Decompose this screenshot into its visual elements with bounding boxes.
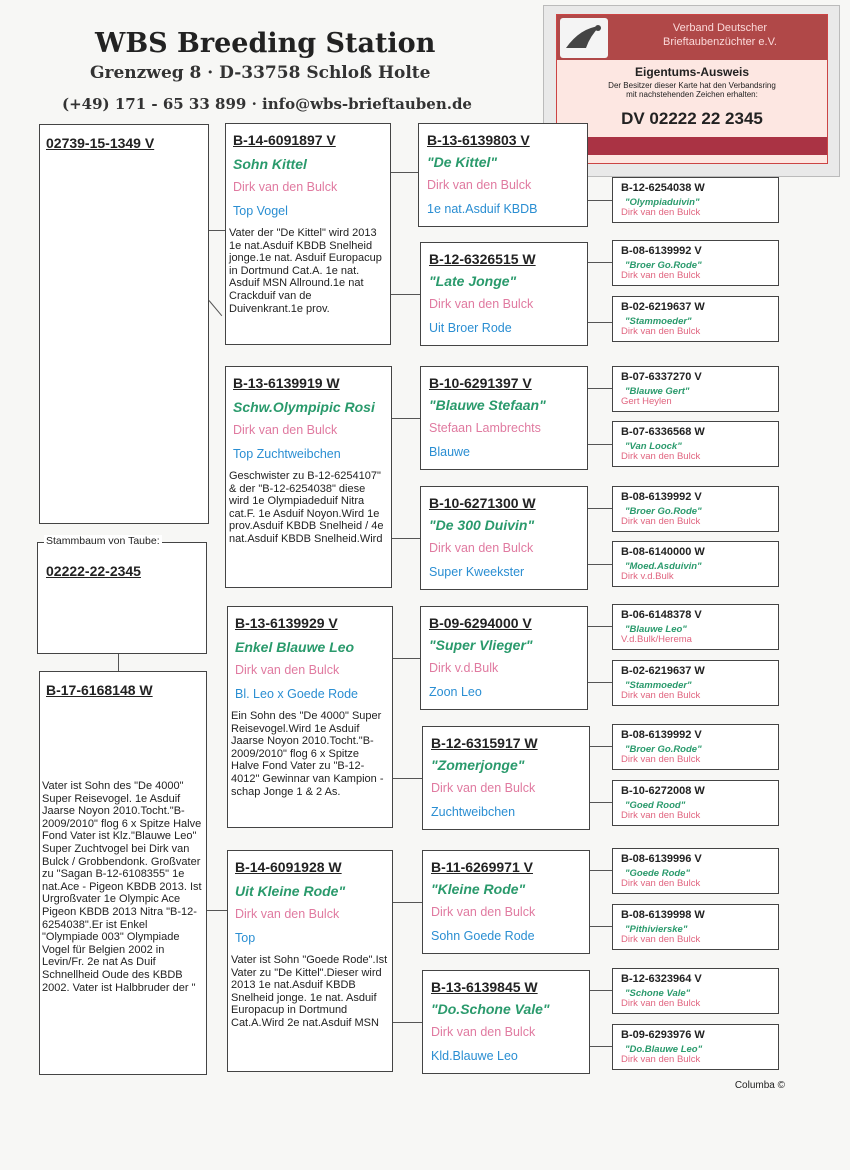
gen4-box bbox=[612, 904, 779, 950]
gen3-ring: B-10-6291397 V bbox=[429, 375, 532, 391]
gen4-box bbox=[612, 421, 779, 467]
gen3-box bbox=[422, 850, 590, 954]
connector-line bbox=[391, 172, 418, 173]
gen3-desc: Zuchtweibchen bbox=[431, 805, 516, 819]
gen4-name: "Broer Go.Rode" bbox=[625, 260, 702, 271]
card-org-line2: Brieftaubenzüchter e.V. bbox=[663, 36, 777, 48]
gen3-breeder: Dirk v.d.Bulk bbox=[429, 661, 499, 675]
gen4-breeder: Dirk v.d.Bulk bbox=[621, 571, 674, 582]
dam-box bbox=[39, 671, 207, 1075]
gen3-breeder: Dirk van den Bulck bbox=[429, 297, 534, 311]
gen4-name: "Blauwe Leo" bbox=[625, 624, 687, 635]
card-small-text bbox=[567, 81, 817, 99]
connector-line bbox=[588, 322, 612, 323]
gen3-name: "Do.Schone Vale" bbox=[431, 1001, 550, 1017]
gen2-name: Enkel Blauwe Leo bbox=[235, 639, 355, 655]
gen2-ring: B-13-6139929 V bbox=[235, 615, 338, 631]
gen3-ring: B-12-6326515 W bbox=[429, 251, 536, 267]
gen3-box bbox=[420, 366, 588, 470]
connector-line bbox=[588, 388, 612, 389]
gen4-name: "Broer Go.Rode" bbox=[625, 744, 702, 755]
connector-line bbox=[207, 910, 227, 911]
gen3-box bbox=[420, 606, 588, 710]
gen4-ring: B-12-6254038 W bbox=[621, 182, 705, 194]
connector-line bbox=[393, 1022, 422, 1023]
connector-line bbox=[392, 418, 420, 419]
gen4-breeder: Dirk van den Bulck bbox=[621, 326, 701, 337]
connector-line bbox=[588, 444, 612, 445]
gen4-name: "Goed Rood" bbox=[625, 800, 686, 811]
gen4-breeder: Dirk van den Bulck bbox=[621, 516, 701, 527]
gen2-ring: B-14-6091928 W bbox=[235, 859, 342, 875]
gen3-name: "Late Jonge" bbox=[429, 273, 517, 289]
gen3-ring: B-13-6139803 V bbox=[427, 132, 530, 148]
gen4-breeder: Dirk van den Bulck bbox=[621, 998, 701, 1009]
gen3-breeder: Dirk van den Bulck bbox=[431, 1025, 536, 1039]
gen2-desc: Top Vogel bbox=[233, 204, 288, 218]
gen3-desc: Super Kweekster bbox=[429, 565, 525, 579]
gen4-breeder: Dirk van den Bulck bbox=[621, 754, 701, 765]
subject-label: Stammbaum von Taube: bbox=[46, 535, 160, 547]
connector-line bbox=[392, 538, 420, 539]
gen2-name: Schw.Olympipic Rosi bbox=[233, 399, 375, 415]
gen3-breeder: Dirk van den Bulck bbox=[431, 905, 536, 919]
gen2-breeder: Dirk van den Bulck bbox=[235, 663, 340, 677]
gen4-ring: B-02-6219637 W bbox=[621, 301, 705, 313]
gen4-box bbox=[612, 486, 779, 532]
gen4-breeder: Dirk van den Bulck bbox=[621, 810, 701, 821]
connector-line bbox=[590, 926, 612, 927]
gen3-ring: B-13-6139845 W bbox=[431, 979, 538, 995]
gen4-ring: B-12-6323964 V bbox=[621, 973, 702, 985]
connector-line bbox=[209, 300, 223, 316]
card-header bbox=[557, 15, 827, 60]
gen4-box bbox=[612, 366, 779, 412]
gen4-box bbox=[612, 780, 779, 826]
gen4-name: "Do.Blauwe Leo" bbox=[625, 1044, 703, 1055]
gen2-desc: Top bbox=[235, 931, 256, 945]
connector-line bbox=[590, 802, 612, 803]
gen2-desc: Bl. Leo x Goede Rode bbox=[235, 687, 358, 701]
gen2-notes: Geschwister zu B-12-6254107" & der "B-12-6254038" diese wird 1e Olympiadeduif Nitra cat.F. 1e Asduif Noyon.Wird 1e prov.Asduif KBDB Snelheid / 4e nat.Asduif KBDB Snelheid.Wird bbox=[229, 470, 384, 545]
gen3-box bbox=[418, 123, 588, 227]
gen2-ring: B-14-6091897 V bbox=[233, 132, 336, 148]
gen2-box bbox=[225, 123, 391, 345]
gen4-name: "Stammoeder" bbox=[625, 680, 692, 691]
gen4-name: "Olympiaduivin" bbox=[625, 197, 700, 208]
gen4-ring: B-08-6139998 W bbox=[621, 909, 705, 921]
gen3-ring: B-09-6294000 V bbox=[429, 615, 532, 631]
gen4-box bbox=[612, 240, 779, 286]
gen4-box bbox=[612, 968, 779, 1014]
connector-line bbox=[588, 564, 612, 565]
connector-line bbox=[391, 294, 420, 295]
subject-box bbox=[37, 535, 207, 654]
gen3-box bbox=[422, 970, 590, 1074]
card-small-line1: Der Besitzer dieser Karte hat den Verbandsring bbox=[608, 81, 776, 90]
connector-line bbox=[588, 626, 612, 627]
gen2-ring: B-13-6139919 W bbox=[233, 375, 340, 391]
gen4-name: "Blauwe Gert" bbox=[625, 386, 690, 397]
gen4-breeder: Gert Heylen bbox=[621, 396, 672, 407]
gen4-ring: B-08-6139992 V bbox=[621, 491, 702, 503]
gen3-name: "Zomerjonge" bbox=[431, 757, 525, 773]
dam-notes: Vater ist Sohn des "De 4000" Super Reisevogel. 1e Asduif Jaarse Noyon 2010.Tocht."B-2009/2010" flog 6 x Spitze Halve Fond Vater ist Klz."Blauwe Leo" Super Zuchtvogel bei Dirk van Bulck / Grobbendonk. Großvater zu "Sagan B-12-6108355" 1e nat.Ace - Pigeon KBDB 2013. Ist Urgroßvater 1e Olympic Ace Pigeon KBDB 2013 Nitra "B-12-6254038".Er ist Enkel "Olympiade 003" Olympiade Vogel für Belgien 2002 in Levin/Fr. 2e nat As Duif Schnellheid Oude des KBDB 2002. Vater ist Halbbruder der " bbox=[42, 780, 202, 994]
gen2-name: Sohn Kittel bbox=[233, 156, 307, 172]
gen4-ring: B-08-6139992 V bbox=[621, 729, 702, 741]
footer-credit: Columba © bbox=[734, 1080, 785, 1091]
gen2-notes: Ein Sohn des "De 4000" Super Reisevogel.Wird 1e Asduif Jaarse Noyon 2010.Tocht."B-2009/2010" flog 6 x Spitze Halve Fond Vater zu "B-12-4012" Gewinnar van Kampion - schap Jonge 1 & 2 As. bbox=[231, 710, 384, 798]
gen3-desc: Kld.Blauwe Leo bbox=[431, 1049, 518, 1063]
gen2-notes: Vater ist Sohn "Goede Rode".Ist Vater zu "De Kittel".Dieser wird 2013 1e nat.Asduif KBDB Snelheid jonge. 1e nat. Asduif Europacup in Dortmund Cat.A.Wird 2e nat.Asduif MSN bbox=[231, 954, 388, 1029]
gen4-box bbox=[612, 1024, 779, 1070]
gen4-breeder: Dirk van den Bulck bbox=[621, 878, 701, 889]
gen4-name: "Schone Vale" bbox=[625, 988, 691, 999]
card-ring-number: DV 02222 22 2345 bbox=[621, 109, 763, 128]
subject-ring: 02222-22-2345 bbox=[46, 563, 141, 579]
connector-line bbox=[590, 1046, 612, 1047]
gen4-breeder: Dirk van den Bulck bbox=[621, 207, 701, 218]
card-title: Eigentums-Ausweis bbox=[634, 65, 750, 79]
gen3-desc: Uit Broer Rode bbox=[429, 321, 512, 335]
gen3-box bbox=[422, 726, 590, 830]
ownership-card-inner bbox=[556, 14, 828, 164]
gen3-breeder: Dirk van den Bulck bbox=[431, 781, 536, 795]
gen4-breeder: Dirk van den Bulck bbox=[621, 690, 701, 701]
connector-line bbox=[588, 682, 612, 683]
gen4-ring: B-06-6148378 V bbox=[621, 609, 702, 621]
connector-line bbox=[209, 230, 225, 231]
gen4-box bbox=[612, 541, 779, 587]
gen4-breeder: V.d.Bulk/Herema bbox=[621, 634, 692, 645]
station-title: WBS Breeding Station bbox=[95, 28, 436, 59]
gen4-breeder: Dirk van den Bulck bbox=[621, 451, 701, 462]
gen3-breeder: Stefaan Lambrechts bbox=[429, 421, 541, 435]
connector-line bbox=[118, 654, 119, 671]
connector-line bbox=[588, 262, 612, 263]
gen4-ring: B-07-6337270 V bbox=[621, 371, 702, 383]
gen4-box bbox=[612, 724, 779, 770]
gen3-name: "Blauwe Stefaan" bbox=[429, 397, 546, 413]
pigeon-logo-icon bbox=[560, 18, 608, 58]
gen4-name: "Stammoeder" bbox=[625, 316, 692, 327]
gen2-box bbox=[227, 850, 393, 1072]
connector-line bbox=[588, 508, 612, 509]
gen4-breeder: Dirk van den Bulck bbox=[621, 1054, 701, 1065]
gen4-name: "Pithivierske" bbox=[625, 924, 688, 935]
gen4-ring: B-08-6139992 V bbox=[621, 245, 702, 257]
gen2-box bbox=[225, 366, 392, 588]
gen3-name: "Kleine Rode" bbox=[431, 881, 526, 897]
gen3-box bbox=[420, 242, 588, 346]
gen3-desc: Zoon Leo bbox=[429, 685, 482, 699]
gen4-box bbox=[612, 296, 779, 342]
gen2-notes: Vater der "De Kittel" wird 2013 1e nat.Asduif KBDB Snelheid jonge.1e nat. Asduif Europacup in Dortmund Cat.A. 1e nat. Asduif MSN Allround.1e nat Crackduif van de Duivenkrant.1e prov. bbox=[229, 227, 382, 315]
gen3-name: "De 300 Duivin" bbox=[429, 517, 535, 533]
station-contact: (+49) 171 - 65 33 899 · info@wbs-brieftauben.de bbox=[62, 95, 472, 113]
card-small-line2: mit nachstehenden Zeichen erhalten: bbox=[626, 90, 758, 99]
gen3-box bbox=[420, 486, 588, 590]
gen2-name: Uit Kleine Rode" bbox=[235, 883, 346, 899]
gen4-breeder: Dirk van den Bulck bbox=[621, 934, 701, 945]
gen3-breeder: Dirk van den Bulck bbox=[427, 178, 532, 192]
gen3-name: "Super Vlieger" bbox=[429, 637, 533, 653]
gen2-desc: Top Zuchtweibchen bbox=[233, 447, 341, 461]
gen4-box bbox=[612, 660, 779, 706]
connector-line bbox=[393, 902, 422, 903]
gen3-breeder: Dirk van den Bulck bbox=[429, 541, 534, 555]
gen4-name: "Broer Go.Rode" bbox=[625, 506, 702, 517]
gen4-name: "Moed.Asduivin" bbox=[625, 561, 702, 572]
gen4-name: "Van Loock" bbox=[625, 441, 682, 452]
gen2-box bbox=[227, 606, 393, 828]
sire-ring: 02739-15-1349 V bbox=[46, 135, 155, 151]
connector-line bbox=[588, 200, 612, 201]
station-address: Grenzweg 8 · D-33758 Schloß Holte bbox=[90, 63, 431, 83]
gen3-desc: 1e nat.Asduif KBDB bbox=[427, 202, 538, 216]
dam-ring: B-17-6168148 W bbox=[46, 682, 153, 698]
connector-line bbox=[590, 870, 612, 871]
gen4-ring: B-02-6219637 W bbox=[621, 665, 705, 677]
gen4-box bbox=[612, 177, 779, 223]
card-org bbox=[615, 21, 825, 49]
gen4-name: "Goede Rode" bbox=[625, 868, 690, 879]
gen4-box bbox=[612, 604, 779, 650]
gen4-breeder: Dirk van den Bulck bbox=[621, 270, 701, 281]
gen2-breeder: Dirk van den Bulck bbox=[233, 180, 338, 194]
connector-line bbox=[590, 990, 612, 991]
gen2-breeder: Dirk van den Bulck bbox=[233, 423, 338, 437]
gen4-ring: B-08-6139996 V bbox=[621, 853, 702, 865]
gen4-ring: B-09-6293976 W bbox=[621, 1029, 705, 1041]
gen3-name: "De Kittel" bbox=[427, 154, 498, 170]
gen4-box bbox=[612, 848, 779, 894]
card-band bbox=[557, 137, 827, 155]
gen3-ring: B-12-6315917 W bbox=[431, 735, 538, 751]
gen4-ring: B-07-6336568 W bbox=[621, 426, 705, 438]
connector-line bbox=[590, 746, 612, 747]
gen3-ring: B-10-6271300 W bbox=[429, 495, 536, 511]
connector-line bbox=[393, 778, 422, 779]
gen3-ring: B-11-6269971 V bbox=[431, 859, 533, 875]
sire-box bbox=[39, 124, 209, 524]
gen3-desc: Blauwe bbox=[429, 445, 470, 459]
gen4-ring: B-10-6272008 W bbox=[621, 785, 705, 797]
card-org-line1: Verband Deutscher bbox=[672, 22, 768, 34]
connector-line bbox=[393, 658, 420, 659]
gen3-desc: Sohn Goede Rode bbox=[431, 929, 535, 943]
gen2-breeder: Dirk van den Bulck bbox=[235, 907, 340, 921]
gen4-ring: B-08-6140000 W bbox=[621, 546, 705, 558]
